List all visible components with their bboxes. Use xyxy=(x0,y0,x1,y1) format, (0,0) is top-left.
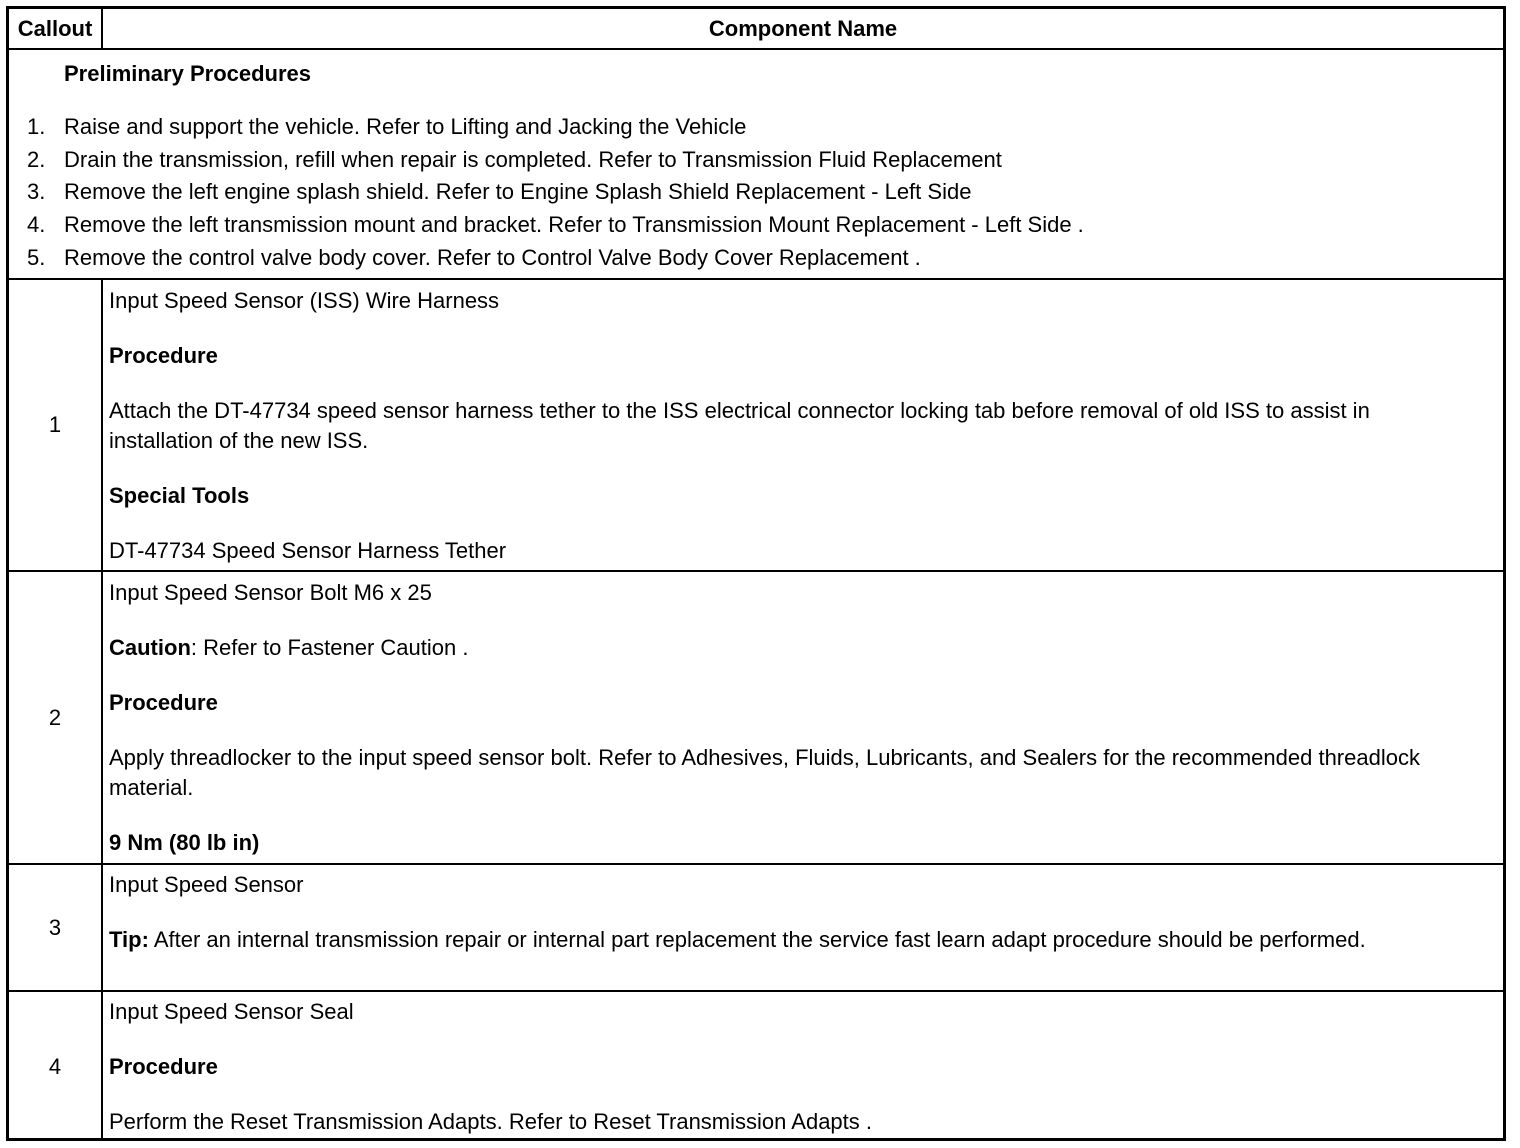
preliminary-procedures-title: Preliminary Procedures xyxy=(64,61,312,86)
special-tools-heading: Special Tools xyxy=(109,483,250,508)
list-item: 5. Remove the control valve body cover. Refer to Control Valve Body Cover Replacement . xyxy=(27,245,921,270)
component-name: Input Speed Sensor xyxy=(109,872,304,897)
component-cell xyxy=(103,572,1503,863)
component-name: Input Speed Sensor Seal xyxy=(109,999,354,1024)
component-cell xyxy=(103,992,1503,1141)
component-name: Input Speed Sensor Bolt M6 x 25 xyxy=(109,580,432,605)
callout-number: 3 xyxy=(9,865,103,990)
tip-text: After an internal transmission repair or internal part replacement the service fast learn adapt procedure should be performed. xyxy=(148,927,1366,952)
caution-text: : Refer to Fastener Caution . xyxy=(190,635,469,660)
table-row xyxy=(9,572,1503,865)
caution-note xyxy=(109,633,468,663)
table-row xyxy=(9,280,1503,572)
preliminary-procedures-row xyxy=(9,50,1503,280)
procedure-heading: Procedure xyxy=(109,690,218,715)
list-item: 3. Remove the left engine splash shield. Refer to Engine Splash Shield Replacement - Left Side xyxy=(27,179,972,204)
component-name-column-header: Component Name xyxy=(708,15,898,41)
callout-number: 2 xyxy=(9,572,103,863)
table-header-row xyxy=(9,9,1503,50)
callout-column-header: Callout xyxy=(9,9,103,48)
table-row xyxy=(9,992,1503,1141)
caution-label: Caution xyxy=(109,635,191,660)
procedure-table xyxy=(6,6,1506,1141)
component-name: Input Speed Sensor (ISS) Wire Harness xyxy=(109,288,500,313)
list-item: 2. Drain the transmission, refill when repair is completed. Refer to Transmission Fluid Replacement xyxy=(27,147,1002,172)
callout-number: 4 xyxy=(9,992,103,1141)
procedure-heading: Procedure xyxy=(109,343,218,368)
torque-spec: 9 Nm (80 lb in) xyxy=(109,830,260,855)
procedure-text: Perform the Reset Transmission Adapts. Refer to Reset Transmission Adapts . xyxy=(109,1109,872,1134)
procedure-text: Attach the DT-47734 speed sensor harness tether to the ISS electrical connector locking tab before removal of old ISS to assist in installation of the new ISS. xyxy=(109,398,1370,453)
special-tools-text: DT-47734 Speed Sensor Harness Tether xyxy=(109,538,507,563)
list-item: 1. Raise and support the vehicle. Refer to Lifting and Jacking the Vehicle xyxy=(27,114,747,139)
list-item: 4. Remove the left transmission mount and bracket. Refer to Transmission Mount Replacement - Left Side . xyxy=(27,212,1084,237)
tip-note xyxy=(109,925,1473,955)
component-cell xyxy=(103,865,1503,990)
tip-label: Tip: xyxy=(109,927,149,952)
component-cell xyxy=(103,280,1503,570)
table-row xyxy=(9,865,1503,992)
procedure-heading: Procedure xyxy=(109,1054,218,1079)
procedure-text: Apply threadlocker to the input speed sensor bolt. Refer to Adhesives, Fluids, Lubricants, and Sealers for the recommended threadlock material. xyxy=(109,745,1420,800)
callout-number: 1 xyxy=(9,280,103,570)
